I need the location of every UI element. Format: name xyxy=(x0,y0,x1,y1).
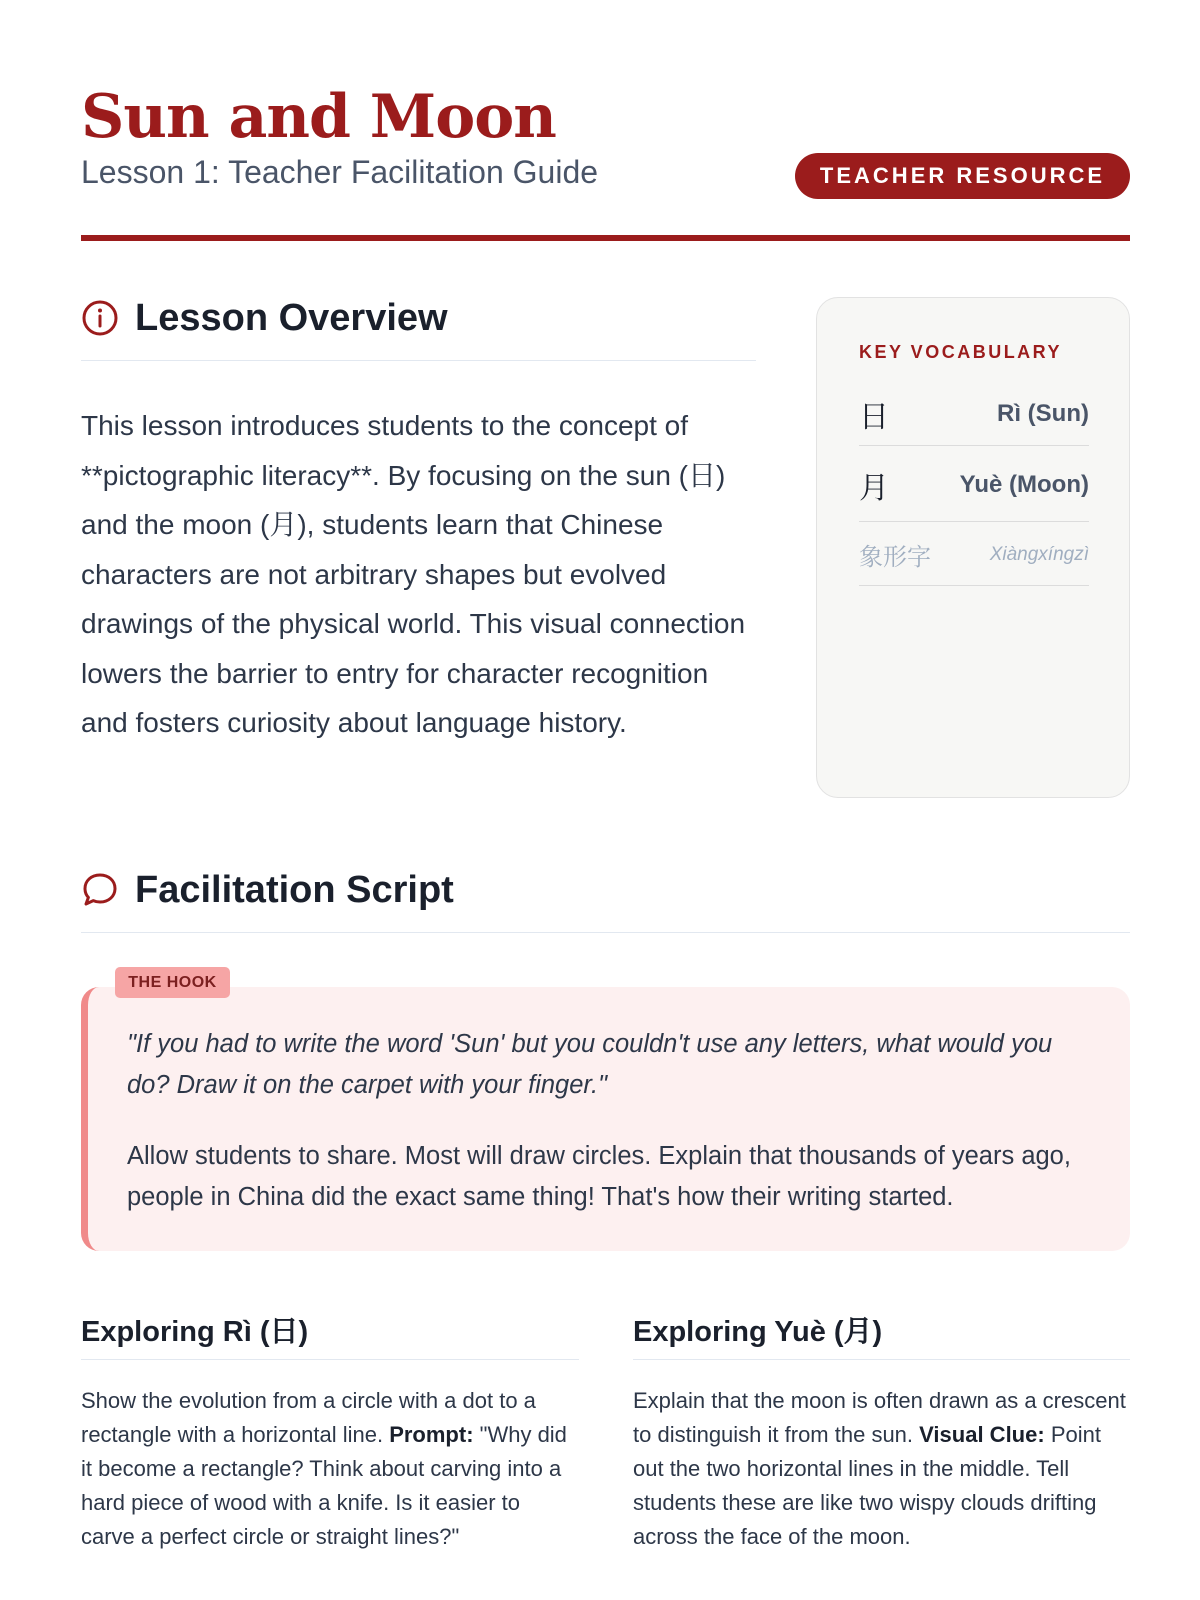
script-heading xyxy=(81,868,454,912)
explore-ri-prompt-label: Prompt: xyxy=(389,1422,474,1447)
speech-bubble-icon xyxy=(81,871,119,909)
vocab-character: 象形字 xyxy=(859,543,931,571)
vocabulary-title: KEY VOCABULARY xyxy=(859,342,1063,362)
explore-ri-heading: Exploring Rì (日) xyxy=(81,1316,309,1348)
explore-ri-text xyxy=(81,1384,579,1554)
hook-tag: THE HOOK xyxy=(115,967,230,998)
teacher-resource-badge: TEACHER RESOURCE xyxy=(795,153,1130,199)
hook-instructions: Allow students to share. Most will draw circles. Explain that thousands of years ago, people in China did the exact same thing! That's how their writing started. xyxy=(127,1142,1071,1211)
explore-ri-divider xyxy=(81,1359,579,1360)
overview-heading-label: Lesson Overview xyxy=(135,297,448,339)
info-circle-icon xyxy=(81,299,119,337)
script-divider xyxy=(81,932,1130,933)
script-heading-label: Facilitation Script xyxy=(135,869,454,911)
explore-yue-clue-label: Visual Clue: xyxy=(919,1422,1045,1447)
vocab-character: 月 xyxy=(859,470,889,506)
header-divider xyxy=(81,235,1130,241)
explore-yue-clue-text: Point out the two horizontal lines in the middle. Tell students these are like two wispy clouds drifting across the face of the moon. xyxy=(633,1422,1101,1549)
explore-ri-prompt-text: "Why did it become a rectangle? Think about carving into a hard piece of wood with a knife. Is it easier to carve a perfect circle or straight lines?" xyxy=(81,1422,567,1549)
overview-heading xyxy=(81,296,448,340)
vocab-item xyxy=(859,382,1089,446)
explore-yue-text xyxy=(633,1384,1130,1554)
vocab-pinyin: Xiàngxíngzì xyxy=(989,543,1089,565)
vocab-item xyxy=(859,524,1089,586)
vocab-item xyxy=(859,448,1089,522)
key-vocabulary-card xyxy=(816,297,1130,798)
page-title: Sun and Moon xyxy=(81,82,556,152)
page-subtitle: Lesson 1: Teacher Facilitation Guide xyxy=(81,154,599,190)
vocab-pinyin: Yuè (Moon) xyxy=(959,470,1089,498)
explore-ri-text-part: Show the evolution from a circle with a dot to a rectangle with a horizontal line. xyxy=(81,1388,536,1447)
vocab-character: 日 xyxy=(859,399,889,435)
vocab-pinyin: Rì (Sun) xyxy=(997,399,1089,427)
explore-yue-text-part: Explain that the moon is often drawn as a crescent to distinguish it from the sun. xyxy=(633,1388,1126,1447)
overview-divider xyxy=(81,360,756,361)
explore-yue-divider xyxy=(633,1359,1130,1360)
hook-quote: "If you had to write the word 'Sun' but you couldn't use any letters, what would you do? Draw it on the carpet with your finger." xyxy=(127,1030,1053,1099)
explore-yue-heading: Exploring Yuè (月) xyxy=(633,1316,883,1348)
overview-paragraph: This lesson introduces students to the concept of **pictographic literacy**. By focusing on the sun (日) and the moon (月), students learn that Chinese characters are not arbitrary shapes but evolved drawings of the physical world. This visual connection lowers the barrier to entry for character recognition and fosters curiosity about language history. xyxy=(81,410,746,738)
